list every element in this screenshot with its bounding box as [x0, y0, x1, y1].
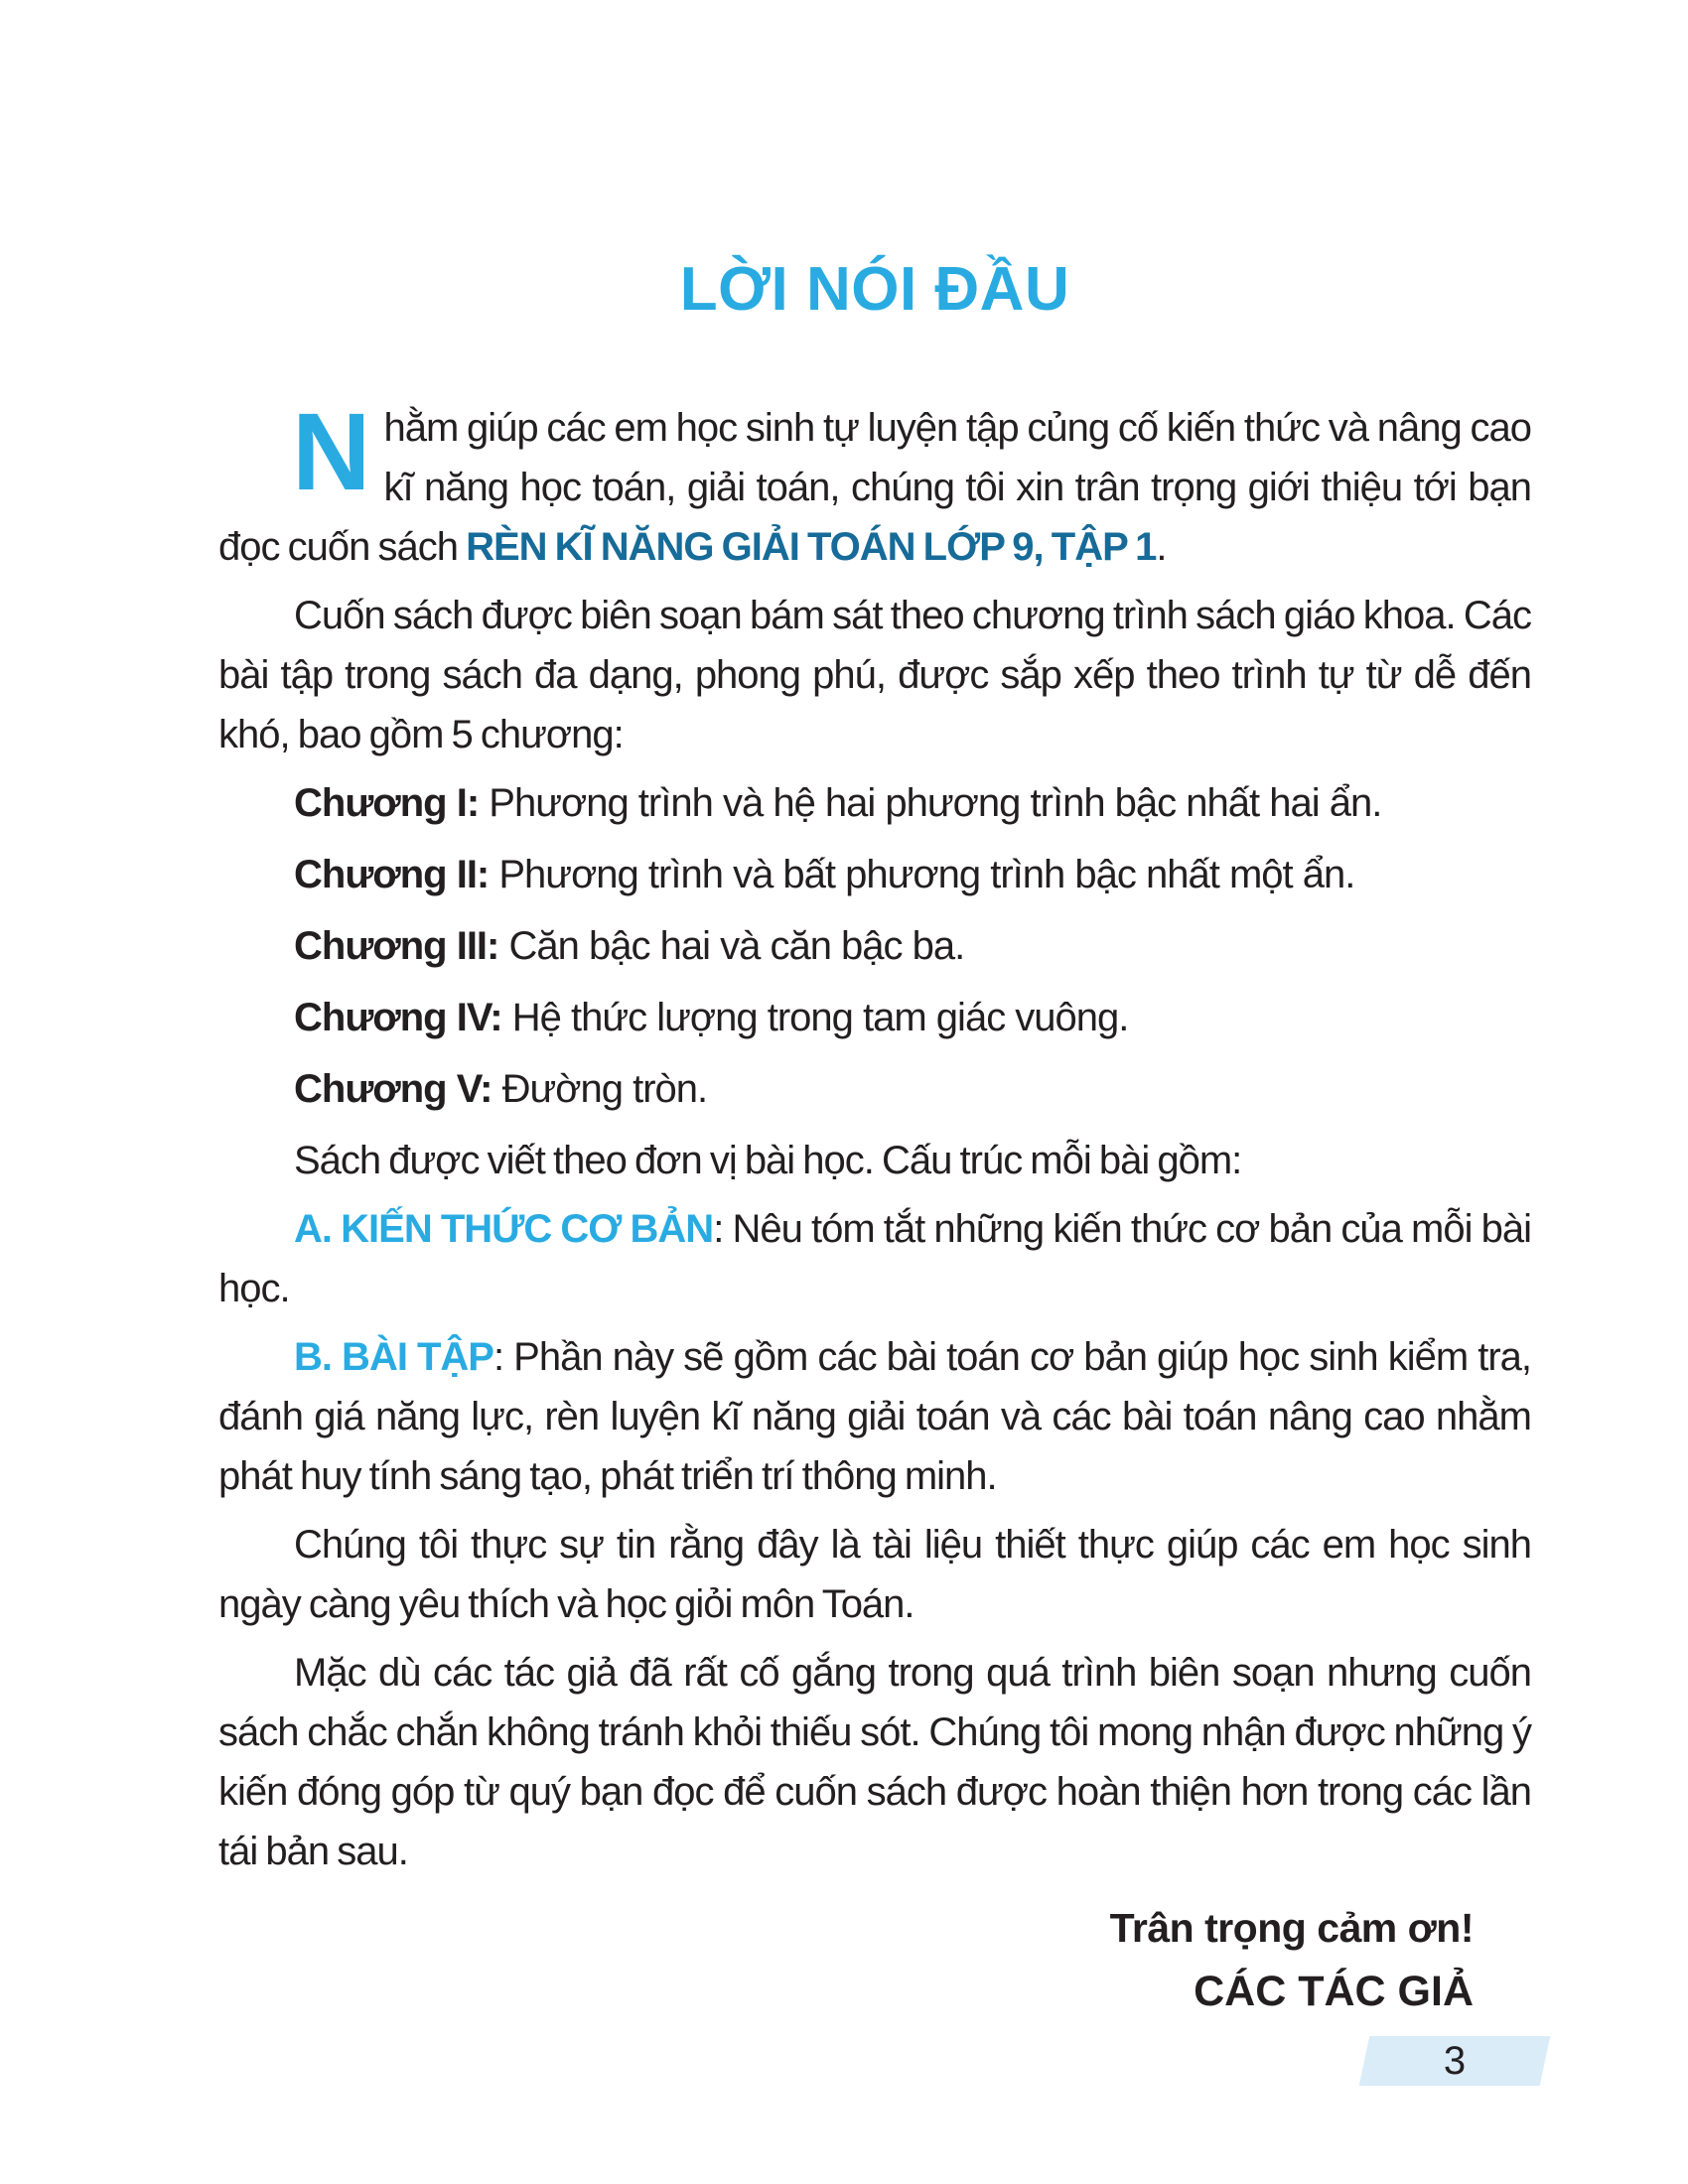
- signoff-authors: CÁC TÁC GIẢ: [1194, 1968, 1474, 2015]
- chapter-item-3: [294, 916, 1531, 976]
- chapter-item-4: [294, 988, 1531, 1047]
- section-a-label: A. KIẾN THỨC CƠ BẢN: [294, 1207, 714, 1251]
- overview-paragraph: Cuốn sách được biên soạn bám sát theo chương trình sách giáo khoa. Các bài tập trong sách đa dạng, phong phú, được sắp xếp theo trình tự từ dễ đến khó, bao gồm 5 chương:: [218, 594, 1531, 756]
- chapter-item-5: [294, 1059, 1531, 1119]
- page-title: LỜI NÓI ĐẦU: [679, 255, 1070, 324]
- chapter-text: Đường tròn.: [501, 1067, 708, 1111]
- book-title: RÈN KĨ NĂNG GIẢI TOÁN LỚP 9, TẬP 1: [466, 525, 1157, 569]
- section-a-paragraph: [218, 1199, 1531, 1318]
- chapter-label: Chương IV:: [294, 996, 502, 1039]
- chapter-text: Phương trình và hệ hai phương trình bậc nhất hai ẩn.: [489, 781, 1382, 825]
- chapter-text: Căn bậc hai và căn bậc ba.: [508, 924, 965, 968]
- signoff-thanks: Trân trọng cảm ơn!: [1109, 1905, 1474, 1951]
- intro-text-end: .: [1156, 525, 1167, 569]
- chapter-label: Chương III:: [294, 924, 499, 968]
- intro-text: hằm giúp các em học sinh tự luyện tập củng cố kiến thức và nâng cao kĩ năng học toán, giải toán, chúng tôi xin trân trọng giới thiệu tới bạn đọc cuốn sách: [218, 406, 1531, 569]
- intro-paragraph: [218, 391, 1531, 577]
- closing-paragraph-2: Mặc dù các tác giả đã rất cố gắng trong quá trình biên soạn nhưng cuốn sách chắc chắn không tránh khỏi thiếu sót. Chúng tôi mong nhận được những ý kiến đóng góp từ quý bạn đọc để cuốn sách được hoàn thiện hơn trong các lần tái bản sau.: [218, 1651, 1531, 1873]
- chapter-list: [218, 773, 1531, 1119]
- signoff-block: [218, 1897, 1531, 2024]
- drop-cap: N: [292, 391, 370, 513]
- chapter-item-1: [294, 773, 1531, 833]
- structure-intro-paragraph: Sách được viết theo đơn vị bài học. Cấu trúc mỗi bài gồm:: [294, 1139, 1242, 1182]
- section-b-paragraph: [218, 1327, 1531, 1506]
- chapter-text: Phương trình và bất phương trình bậc nhất một ẩn.: [498, 853, 1355, 896]
- page-number: 3: [1443, 2039, 1467, 2083]
- section-b-text: : Phần này sẽ gồm các bài toán cơ bản giúp học sinh kiểm tra, đánh giá năng lực, rèn luyện kĩ năng giải toán và các bài toán nâng cao nhằm phát huy tính sáng tạo, phát triển trí thông minh.: [218, 1335, 1531, 1498]
- page-content: [218, 254, 1531, 2024]
- page-number-tab: [1359, 2036, 1551, 2086]
- chapter-text: Hệ thức lượng trong tam giác vuông.: [511, 996, 1129, 1039]
- closing-paragraph-1: Chúng tôi thực sự tin rằng đây là tài liệu thiết thực giúp các em học sinh ngày càng yêu thích và học giỏi môn Toán.: [218, 1523, 1531, 1626]
- chapter-label: Chương V:: [294, 1067, 492, 1111]
- chapter-label: Chương II:: [294, 853, 490, 896]
- chapter-item-2: [294, 845, 1531, 904]
- section-b-label: B. BÀI TẬP: [294, 1335, 493, 1379]
- section-a-text: : Nêu tóm tắt những kiến thức cơ bản của mỗi bài học.: [218, 1207, 1531, 1310]
- chapter-label: Chương I:: [294, 781, 480, 825]
